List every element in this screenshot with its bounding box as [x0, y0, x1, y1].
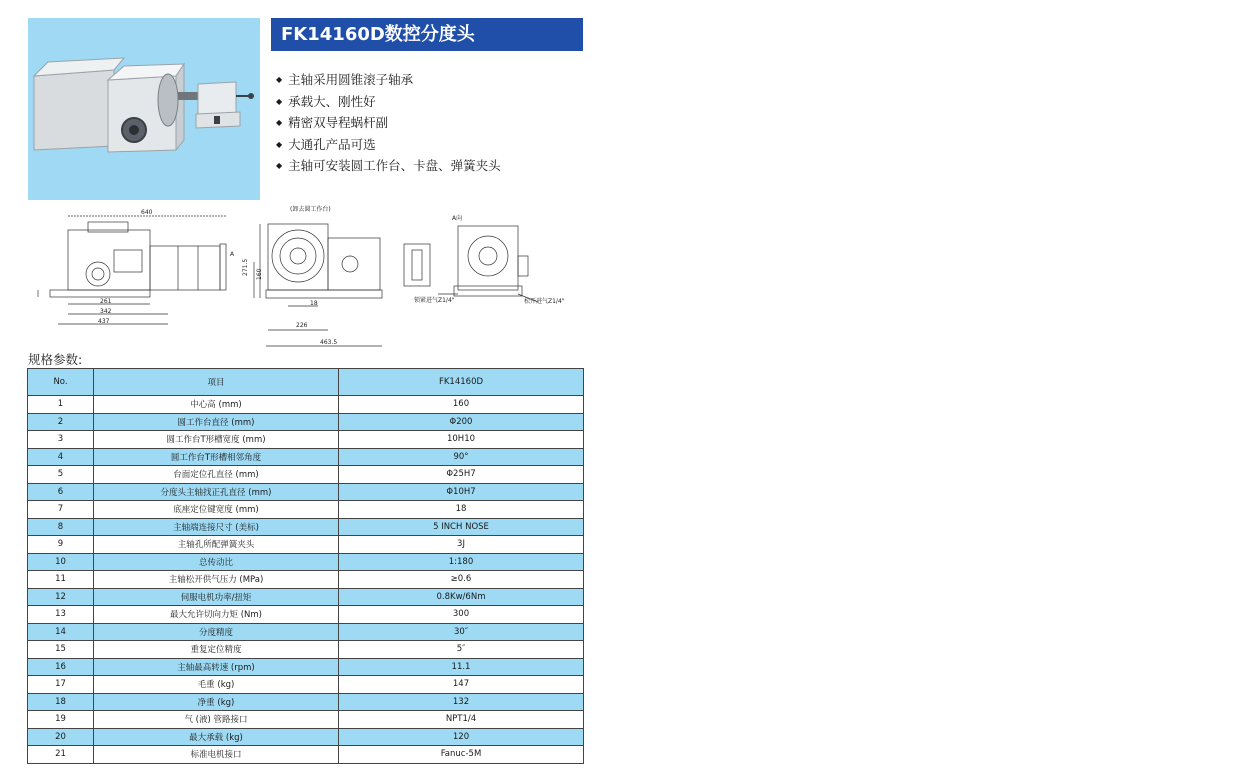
feature-list: [276, 70, 501, 178]
table-row: 7 底座定位键宽度 (mm) 18: [28, 501, 584, 519]
view-a-label: A向: [452, 215, 463, 222]
table-row: 11 主轴松开供气压力 (MPa) ≥0.6: [28, 571, 584, 589]
indexing-head-illustration: [28, 18, 260, 200]
table-row: 1 中心高 (mm) 160: [28, 396, 584, 414]
table-row: 14 分度精度 30″: [28, 623, 584, 641]
column-header-model: FK14160D: [339, 369, 584, 396]
a-view-drawing: [404, 226, 538, 302]
product-photo: [28, 18, 260, 200]
column-header-item: 项目: [94, 369, 339, 396]
table-row: 8 主轴端连接尺寸 (美标) 5 INCH NOSE: [28, 518, 584, 536]
dim-271-5: 271.5: [242, 258, 249, 276]
technical-drawings: [28, 202, 584, 352]
feature-item: ◆ 主轴可安装圆工作台、卡盘、弹簧夹头: [276, 158, 501, 173]
table-row: 9 主轴孔所配弹簧夹头 3J: [28, 536, 584, 554]
dim-18: 18: [310, 300, 318, 307]
dim-437: 437: [98, 318, 110, 325]
table-row: 10 总传动比 1:180: [28, 553, 584, 571]
feature-item: ◆ 大通孔产品可选: [276, 136, 376, 152]
column-header-no: No.: [28, 369, 94, 396]
table-header-row: [28, 369, 584, 396]
table-row: 21 标准电机接口 Fanuc-5M: [28, 746, 584, 764]
release-air-label: 松开进气Z1/4": [524, 298, 565, 305]
dim-261: 261: [100, 298, 112, 305]
dim-342: 342: [100, 308, 112, 315]
diamond-bullet-icon: ◆: [276, 161, 283, 170]
table-row: 19 气 (液) 管路接口 NPT1/4: [28, 711, 584, 729]
dim-463-5: 463.5: [320, 339, 338, 346]
diamond-bullet-icon: ◆: [276, 96, 283, 106]
table-row: 2 圆工作台直径 (mm) Φ200: [28, 413, 584, 431]
table-row: 16 主轴最高转速 (rpm) 11.1: [28, 658, 584, 676]
diamond-bullet-icon: ◆: [276, 75, 283, 84]
spec-title: 规格参数:: [28, 352, 83, 367]
product-title: FK14160D数控分度头: [271, 18, 583, 51]
feature-item: ◆ 承载大、刚性好: [276, 93, 376, 109]
table-row: 4 圆工作台T形槽相邻角度 90°: [28, 448, 584, 466]
table-row: 6 分度头主轴找正孔直径 (mm) Φ10H7: [28, 483, 584, 501]
spec-table: [27, 368, 584, 764]
clamp-air-label: 锁紧进气Z1/4": [414, 297, 455, 304]
table-row: 13 最大允许切向力矩 (Nm) 300: [28, 606, 584, 624]
table-row: 3 圆工作台T形槽宽度 (mm) 10H10: [28, 431, 584, 449]
dim-640: 640: [141, 209, 153, 216]
diamond-bullet-icon: ◆: [276, 118, 283, 127]
table-row: 15 重复定位精度 5″: [28, 641, 584, 659]
front-view-drawing: [254, 224, 382, 346]
feature-item: ◆ 主轴采用圆锥滚子轴承: [276, 72, 414, 87]
table-row: 18 净重 (kg) 132: [28, 693, 584, 711]
note-remove-table: (卸去圆工作台): [290, 206, 331, 213]
table-row: 17 毛重 (kg) 147: [28, 676, 584, 694]
dim-226: 226: [296, 322, 308, 329]
table-row: 20 最大承载 (kg) 120: [28, 728, 584, 746]
side-view-drawing: [38, 216, 226, 324]
table-row: 12 伺服电机功率/扭矩 0.8Kw/6Nm: [28, 588, 584, 606]
dim-160: 160: [256, 268, 263, 280]
table-row: 5 台面定位孔直径 (mm) Φ25H7: [28, 466, 584, 484]
diamond-bullet-icon: ◆: [276, 139, 283, 149]
feature-item: ◆ 精密双导程蜗杆副: [276, 115, 389, 130]
view-a-mark: A: [230, 251, 235, 258]
